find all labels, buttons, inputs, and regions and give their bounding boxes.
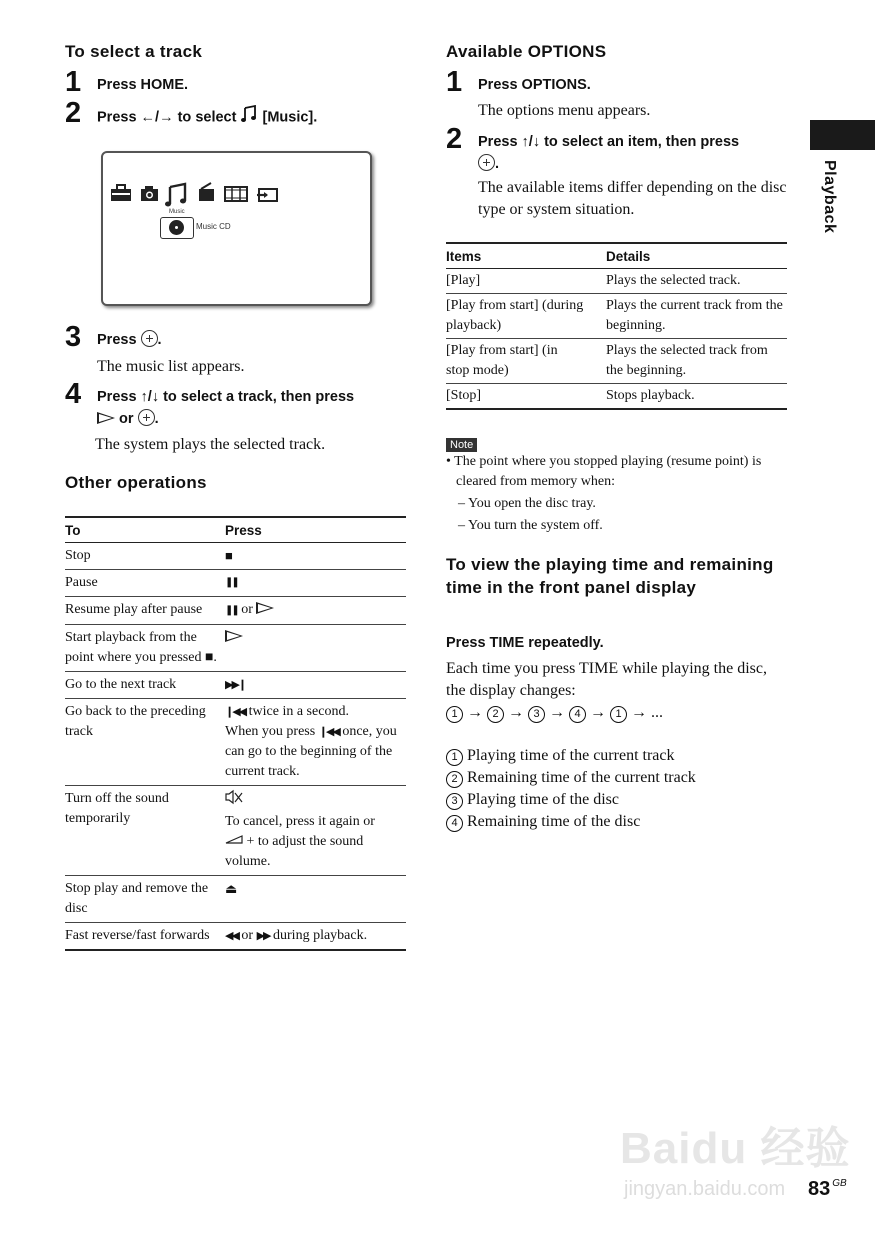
- list-item: [446, 745, 674, 767]
- side-tab-marker: [810, 120, 875, 150]
- cell-press: [225, 597, 406, 625]
- or-text: or: [237, 928, 257, 944]
- table-row: [446, 384, 787, 410]
- step-text-part: Press: [97, 109, 141, 126]
- step-text: [97, 105, 317, 130]
- step-text-part: .: [157, 332, 162, 348]
- circled-number: 1: [446, 749, 463, 766]
- setup-icon: [111, 185, 131, 201]
- table-row: [446, 294, 787, 339]
- table-row: [446, 339, 787, 384]
- cell-press: [225, 625, 406, 672]
- cell-press: [225, 923, 406, 951]
- input-icon: [257, 189, 277, 201]
- step-text: Press HOME.: [97, 77, 189, 93]
- next-track-icon: ▶▶❙: [225, 672, 406, 699]
- cell-detail: Plays the selected track.: [606, 269, 787, 294]
- enter-button-icon: [138, 409, 155, 426]
- table-row: [65, 923, 406, 951]
- cell-item: [Play from start] (during playback): [446, 294, 606, 339]
- arrow: →: [631, 704, 647, 721]
- step-text: [97, 386, 417, 430]
- list-item-text: Remaining time of the current track: [467, 769, 696, 786]
- cell-detail: Stops playback.: [606, 384, 787, 410]
- cell-to: Go back to the preceding track: [65, 699, 225, 786]
- circled-number: 2: [487, 706, 504, 723]
- radio-icon: [199, 183, 214, 201]
- note-text: • The point where you stopped playing (resume point) is cleared from memory when:: [446, 454, 762, 489]
- cell-to: Stop play and remove the disc: [65, 876, 225, 923]
- cell-item: [Play from start] (in stop mode): [446, 339, 606, 384]
- or-text: or: [237, 602, 257, 617]
- table-header-row: [446, 243, 787, 269]
- list-item-text: Remaining time of the disc: [467, 813, 641, 830]
- step-number: 3: [65, 321, 82, 353]
- step-text-part: Press: [97, 389, 141, 405]
- side-tab-text: Playback: [821, 160, 838, 234]
- music-icon: [165, 184, 186, 207]
- list-item: [446, 811, 640, 833]
- music-cd-label: Music CD: [196, 222, 231, 231]
- list-item-text: Playing time of the disc: [467, 791, 619, 808]
- previous-track-icon: ❙◀◀: [318, 726, 339, 738]
- column-header-items: Items: [446, 243, 606, 269]
- arrow: →: [590, 704, 606, 721]
- table-row: [65, 672, 406, 699]
- operations-table: [65, 516, 406, 951]
- cell-to: Start playback from the point where you pressed ■.: [65, 625, 225, 672]
- circled-number: 4: [446, 815, 463, 832]
- section-title-other-operations: Other operations: [65, 473, 207, 492]
- press-note: When you press: [225, 724, 319, 739]
- arrow-keys-icon: ↑/↓: [521, 134, 541, 150]
- video-icon: [225, 187, 247, 201]
- pause-icon: ❚❚: [225, 570, 406, 597]
- options-table: [446, 242, 787, 410]
- table-header-row: [65, 517, 406, 543]
- play-icon: [256, 602, 274, 614]
- page-number-value: 83: [808, 1178, 831, 1200]
- music-note-icon: [240, 105, 258, 130]
- step-subtext: The options menu appears.: [478, 102, 651, 119]
- music-cd-item[interactable]: [160, 217, 194, 239]
- step-text-part: or: [115, 411, 138, 427]
- step-text: [97, 329, 162, 351]
- previous-track-icon: ❙◀◀: [225, 706, 246, 718]
- cell-detail: Plays the selected track from the beginning.: [606, 339, 787, 384]
- home-menu-icons: [111, 181, 311, 207]
- table-row: [65, 597, 406, 625]
- list-item-text: Playing time of the current track: [467, 747, 675, 764]
- display-sequence: [446, 702, 663, 724]
- note-item: – You turn the system off.: [458, 518, 603, 533]
- cell-to: Stop: [65, 543, 225, 570]
- list-item: [446, 789, 619, 811]
- side-tab-label: [818, 160, 838, 250]
- note-badge: [446, 435, 477, 453]
- press-note: once, you can go to the beginning of the current track.: [225, 724, 397, 779]
- play-icon: [97, 412, 115, 424]
- fast-forward-icon: ▶▶: [256, 930, 270, 943]
- cell-item: [Stop]: [446, 384, 606, 410]
- table-row: [446, 269, 787, 294]
- table-row: [65, 786, 406, 876]
- section-title-available-options: Available OPTIONS: [446, 42, 607, 61]
- muting-icon: [225, 789, 243, 812]
- cell-press: [225, 699, 406, 786]
- table-row: [65, 699, 406, 786]
- body-each-time: Each time you press TIME while playing the disc, the display changes:: [446, 660, 767, 699]
- step-subtext: The music list appears.: [97, 358, 245, 375]
- table-row: [65, 543, 406, 570]
- pause-icon: ❚❚: [225, 605, 238, 616]
- cell-to: Pause: [65, 570, 225, 597]
- step-text-part: .: [154, 411, 159, 427]
- home-menu-screenshot: [101, 151, 372, 306]
- step-text-part: to select an item, then press: [540, 134, 740, 150]
- step-number: 4: [65, 378, 82, 410]
- arrow-keys-icon: ←/→: [140, 109, 174, 126]
- step-text: Press OPTIONS.: [478, 77, 591, 93]
- press-text: twice in a second.: [245, 704, 349, 719]
- step-text-part: Press: [97, 332, 141, 348]
- column-header-press: Press: [225, 517, 406, 543]
- watermark-url: jingyan.baidu.com: [624, 1178, 786, 1200]
- press-note: To cancel, press it again or: [225, 814, 375, 829]
- watermark-logo: Baidu 经验: [620, 1124, 851, 1173]
- column-header-to: To: [65, 517, 225, 543]
- fast-reverse-icon: ◀◀: [225, 930, 238, 943]
- cell-to: Resume play after pause: [65, 597, 225, 625]
- step-subtext: The system plays the selected track.: [95, 436, 326, 453]
- cell-to: Go to the next track: [65, 672, 225, 699]
- list-item: [446, 767, 696, 789]
- arrow-keys-icon: ↑/↓: [140, 389, 160, 405]
- step-number: 2: [446, 123, 463, 155]
- instruction-press-time: Press TIME repeatedly.: [446, 635, 604, 651]
- circled-number: 1: [610, 706, 627, 723]
- cell-press: [225, 786, 406, 876]
- step-number: 2: [65, 97, 82, 129]
- circled-number: 3: [528, 706, 545, 723]
- press-note: + to adjust the sound volume.: [225, 834, 364, 870]
- circled-number: 4: [569, 706, 586, 723]
- enter-button-icon: [478, 154, 495, 171]
- section-title-select-track: To select a track: [65, 42, 203, 61]
- step-subtext: The available items differ depending on the disc type or system situation.: [478, 179, 787, 218]
- menu-label-music: Music: [169, 209, 185, 215]
- column-header-details: Details: [606, 243, 787, 269]
- disc-icon: [169, 220, 184, 235]
- page-number: [808, 1178, 847, 1201]
- step-number: 1: [446, 66, 463, 98]
- arrow: →: [467, 704, 483, 721]
- enter-button-icon: [141, 330, 158, 347]
- circled-number: 2: [446, 771, 463, 788]
- cell-item: [Play]: [446, 269, 606, 294]
- circled-number: 3: [446, 793, 463, 810]
- arrow: →: [508, 704, 524, 721]
- table-row: [65, 625, 406, 672]
- cell-to: Fast reverse/fast forwards: [65, 923, 225, 951]
- step-text-part: Press: [478, 134, 522, 150]
- note-label: Note: [446, 438, 477, 452]
- step-text: [478, 131, 798, 175]
- page-suffix: GB: [832, 1178, 847, 1189]
- play-icon: [225, 630, 243, 642]
- cell-detail: Plays the current track from the beginning.: [606, 294, 787, 339]
- step-text-part: to select a track, then press: [159, 389, 355, 405]
- arrow: →: [549, 704, 565, 721]
- step-text-part: .: [495, 156, 500, 172]
- stop-icon: ■: [225, 543, 406, 570]
- step-text-part: [Music].: [258, 109, 318, 126]
- circled-number: 1: [446, 706, 463, 723]
- step-text-part: to select: [173, 109, 241, 126]
- note-item: – You open the disc tray.: [458, 496, 596, 511]
- section-title-view-time: To view the playing time and remaining time in the front panel display: [446, 555, 774, 597]
- eject-icon: ⏏: [225, 876, 406, 923]
- press-text: during playback.: [269, 928, 368, 944]
- table-row: [65, 570, 406, 597]
- ellipsis: ...: [651, 704, 663, 721]
- volume-icon: [225, 832, 243, 852]
- table-row: [65, 876, 406, 923]
- step-number: 1: [65, 66, 82, 98]
- cell-to: Turn off the sound temporarily: [65, 786, 225, 876]
- photo-icon: [141, 186, 158, 201]
